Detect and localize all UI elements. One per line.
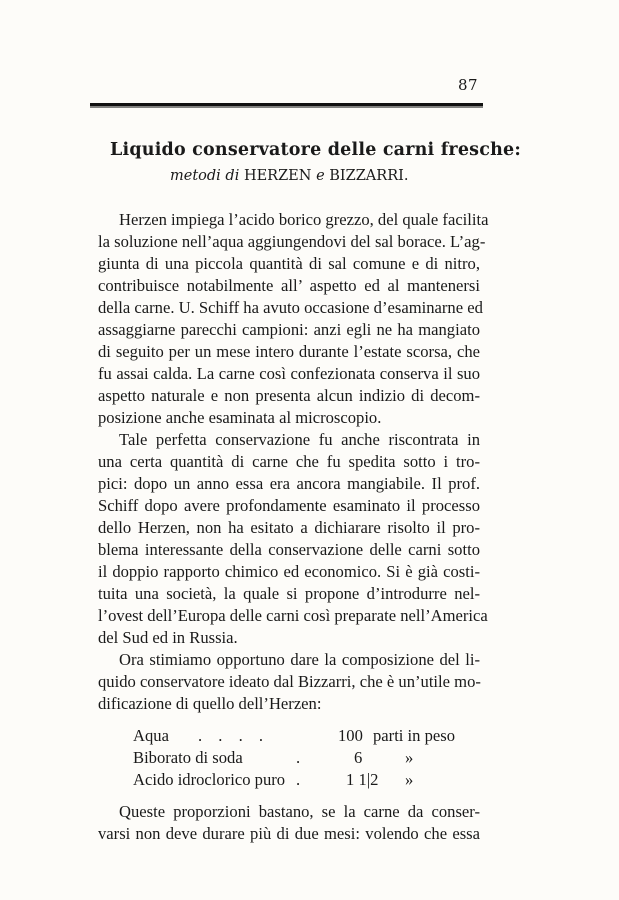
section-subtitle (170, 168, 408, 184)
body-line: di seguito per un mese intero durante l’estate scorsa, che (98, 342, 480, 361)
body-line: Ora stimiamo opportuno dare la composizione del li- (119, 650, 480, 669)
body-line: varsi non deve durare più di due mesi: volendo che essa (98, 824, 480, 843)
body-line: Queste proporzioni bastano, se la carne da conser- (119, 802, 480, 821)
subtitle-prefix: metodi di (170, 168, 240, 184)
body-line: fu assai calda. La carne così confezionata conserva il suo (98, 364, 480, 383)
subtitle-connector: e (316, 168, 325, 184)
body-line: tuita una società, la quale si propone d’introdurre nel- (98, 584, 480, 603)
subtitle-name-herzen: HERZEN (243, 168, 312, 184)
body-line: Herzen impiega l’acido borico grezzo, del quale facilita (119, 210, 489, 229)
body-line: contribuisce notabilmente all’ aspetto ed al mantenersi (98, 276, 480, 295)
body-line: una certa quantità di carne che fu spedita sotto i tro- (98, 452, 480, 471)
body-line: posizione anche esaminata al microscopio. (98, 408, 382, 427)
body-line: l’ovest dell’Europa delle carni così preparate nell’America (98, 606, 488, 625)
body-line: aspetto naturale e non presenta alcun indizio di decom- (98, 386, 480, 405)
recipe-quantity: 1 1|2 (346, 770, 379, 789)
body-line: della carne. U. Schiff ha avuto occasione d’esaminarne ed (98, 298, 483, 317)
recipe-quantity: 100 (338, 726, 363, 745)
header-rule (90, 103, 483, 106)
recipe-ingredient: Acido idroclorico puro (133, 770, 286, 789)
page-number: 87 (458, 76, 479, 94)
recipe-unit: » (405, 748, 414, 767)
recipe-ingredient: Biborato di soda (133, 748, 243, 767)
recipe-leader: . (296, 770, 301, 789)
body-line: quido conservatore ideato dal Bizzarri, che è un’utile mo- (98, 672, 481, 691)
recipe-quantity: 6 (354, 748, 363, 767)
body-line: Schiff dopo avere profondamente esaminato il processo (98, 496, 480, 515)
body-line: la soluzione nell’aqua aggiungendovi del sal borace. L’ag- (98, 232, 486, 251)
body-line: assaggiarne parecchi campioni: anzi egli ne ha mangiato (98, 320, 480, 339)
body-line: pici: dopo un anno essa era ancora mangiabile. Il prof. (98, 474, 480, 493)
recipe-unit: » (405, 770, 414, 789)
recipe-leader: . . . . (198, 726, 270, 745)
body-line: dificazione di quello dell’Herzen: (98, 694, 322, 713)
recipe-unit: parti in peso (373, 726, 456, 745)
body-line: blema interessante della conservazione delle carni sotto (98, 540, 480, 559)
body-line: Tale perfetta conservazione fu anche riscontrata in (119, 430, 480, 449)
recipe-leader: . (296, 748, 301, 767)
body-line: dello Herzen, non ha esitato a dichiarare risolto il pro- (98, 518, 480, 537)
subtitle-name-bizzarri: BIZZARRI. (329, 168, 409, 184)
section-title: Liquido conservatore delle carni fresche: (110, 140, 522, 160)
recipe-ingredient: Aqua (133, 726, 169, 745)
body-line: del Sud ed in Russia. (98, 628, 238, 647)
body-line: giunta di una piccola quantità di sal comune e di nitro, (98, 254, 480, 273)
body-line: il doppio rapporto chimico ed economico. Si è già costi- (98, 562, 480, 581)
